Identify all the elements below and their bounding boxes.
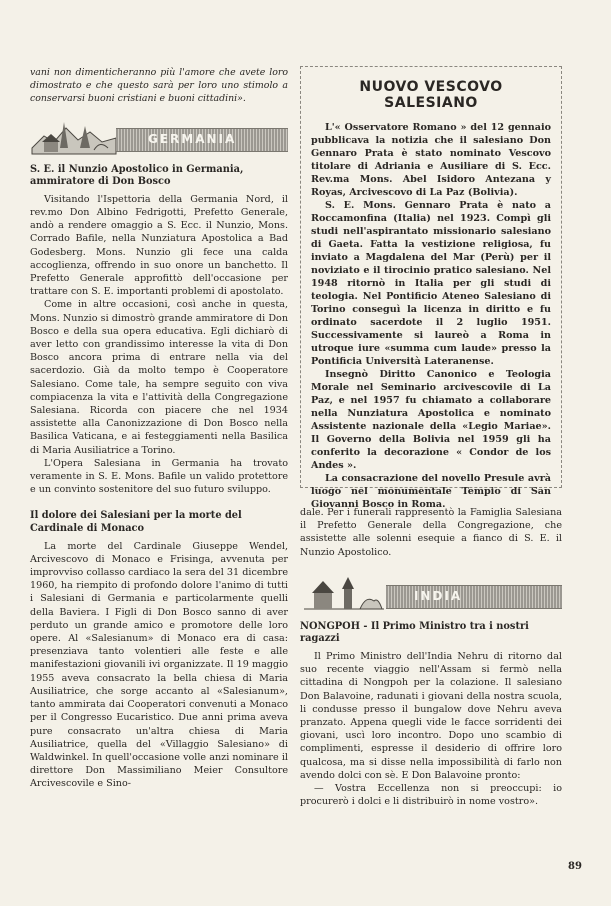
intro-text: vani non dimenticheranno più l'amore che avete loro dimostrato e che questo sarà per loro uno stimolo a conservarsi buoni cristiani e buoni cittadini». [30,67,288,105]
paragraph: — Vostra Eccellenza non si preoccupi: io procurerò i dolci e li distribuirò in nome vostro». [300,783,562,808]
page-number: 89 [568,861,582,872]
continuation-text: dale. Per i funerali rappresentò la Famiglia Salesiana il Prefetto Generale della Congregazione, che assistette alle solenni esequie a fianco di S. E. il Nunzio Apostolico. [300,507,562,558]
paragraph: Come in altre occasioni, così anche in questa, Mons. Nunzio si dimostrò grande ammiratore di Don Bosco e della sua opera educativa. Egli dichiarò di aver letto con grandissimo interesse la vita di Don Bosco ancora prima di entrare nella via del sacerdozio. Già da molto tempo è Cooperatore Salesiano. Come tale, ha sempre seguito con viva compiacenza la vita e l'attività della Congregazione Salesiana. Ricorda con piacere che nel 1934 assistette alla Canonizzazione di Don Bosco nella Basilica Vaticana, e ai festeggiamenti nella Basilica di Maria Ausiliatrice a Torino. [30,299,288,456]
section-title-nunzio: S. E. il Nunzio Apostolico in Germania, ammiratore di Don Bosco [30,163,244,188]
paragraph: L'Opera Salesiana in Germania ha trovato veramente in S. E. Mons. Bafile un valido protettore e un convinto sostenitore del suo futuro sviluppo. [30,457,288,496]
section-title-cardinale: Il dolore dei Salesiani per la morte del Cardinale di Monaco [30,510,242,535]
india-section-bar [300,571,562,615]
paragraph: Visitando l'Ispettoria della Germania Nord, il rev.mo Don Albino Fedrigotti, Prefetto Generale, andò a rendere omaggio a S. Ecc. il Nunzio, Mons. Corrado Bafile, nella Nunziatura Apostolica a Bad Godesberg. Mons. Nunzio gli fece una calda accoglienza, offrendo in suo onore un banchetto. Il Prefetto Generale approfittò dell'occasione per trattare con S. E. importanti problemi di apostolato. [30,193,288,298]
vescovo-box [300,66,562,510]
section-title-nongpoh: NONGPOH - Il Primo Ministro tra i nostri ragazzi [300,620,529,645]
landscape-illustration-icon [30,114,118,158]
paragraph: Insegnò Diritto Canonico e Teologia Morale nel Seminario arcivescovile di La Paz, e nel 1957 fu chiamato a collaborare nella Nunziatura Apostolica e nominato Assistente nazionale della «Legio Mariae». Il Governo della Bolivia nel 1959 gli ha conferito la decorazione « Condor de los Andes ». [311,369,551,471]
temple-illustration-icon [300,571,388,615]
left-column [30,66,288,791]
india-bar-label: INDIA [414,588,463,603]
paragraph: La consacrazione del novello Presule avrà luogo nel monumentale Tempio di San Giovanni Bosco in Roma. [311,473,551,510]
paragraph: La morte del Cardinale Giuseppe Wendel, Arcivescovo di Monaco e Frisinga, avvenuta per improvviso collasso cardiaco la sera del 31 dicembre 1960, ha riempito di profondo dolore l'animo di tutti i Salesiani di Germania e particolarmente quelli della Baviera. I Figli di Don Bosco sanno di aver perduto un grande amico e promotore delle loro opere. Al «Salesianum» di Monaco era di casa: presenziava tanto volentieri alle feste e alle manifestazioni giovanili ivi organizzate. Il 19 maggio 1955 aveva consacrato la bella chiesa di Maria Ausiliatrice, che sorge accanto al «Salesianum», tanto ammirata dai Cooperatori convenuti a Monaco per il Congresso Eucaristico. Due anni prima aveva pure consacrato un'altra chiesa di Maria Ausiliatrice, quella del «Villaggio Salesiano» di Waldwinkel. In quell'occasione volle anzi nominare il direttore Don Massimiliano Meier Consultore Arcivescovile e Sino- [30,540,288,790]
paragraph: S. E. Mons. Gennaro Prata è nato a Roccamonfina (Italia) nel 1923. Compì gli studi nell'aspirantato missionario salesiano di Gaeta. Fatta la vestizione religiosa, fu inviato a Magdalena del Mar (Perù) per il noviziato e il tirocinio pratico salesiano. Nel 1948 ritornò in Italia per gli studi di teologia. Nel Pontificio Ateneo Salesiano di Torino conseguì la licenza in diritto e fu ordinato sacerdote il 2 luglio 1951. Successivamente si laureò a Roma in utroque iure «summa cum laude» presso la Pontificia Università Lateranense. [311,200,551,367]
germania-section-bar [30,114,288,158]
paragraph: L'« Osservatore Romano » del 12 gennaio pubblicava la notizia che il salesiano Don Gennaro Prata è stato nominato Vescovo titolare di Adriania e Ausiliare di S. Ecc. Rev.ma Mons. Abel Isidoro Antezana y Royas, Arcivescovo di La Paz (Bolivia). [311,122,551,198]
right-column [300,66,562,808]
germania-bar-label: GERMANIA [148,131,237,146]
paragraph: Il Primo Ministro dell'India Nehru di ritorno dal suo recente viaggio nell'Assam si fermò nella cittadina di Nongpoh per la colazione. Il salesiano Don Balavoine, radunati i giovani della nostra scuola, li condusse presso il bungalow dove Nehru aveva pranzato. Appena quegli vide le facce sorridenti dei giovani, uscì loro incontro. Dopo uno scambio di complimenti, espresse il desiderio di offrire loro qualcosa, ma si disse nella impossibilità di farlo non avendo dolci con sè. E Don Balavoine pronto: [300,651,562,781]
vescovo-title: NUOVO VESCOVO SALESIANO [359,79,503,111]
